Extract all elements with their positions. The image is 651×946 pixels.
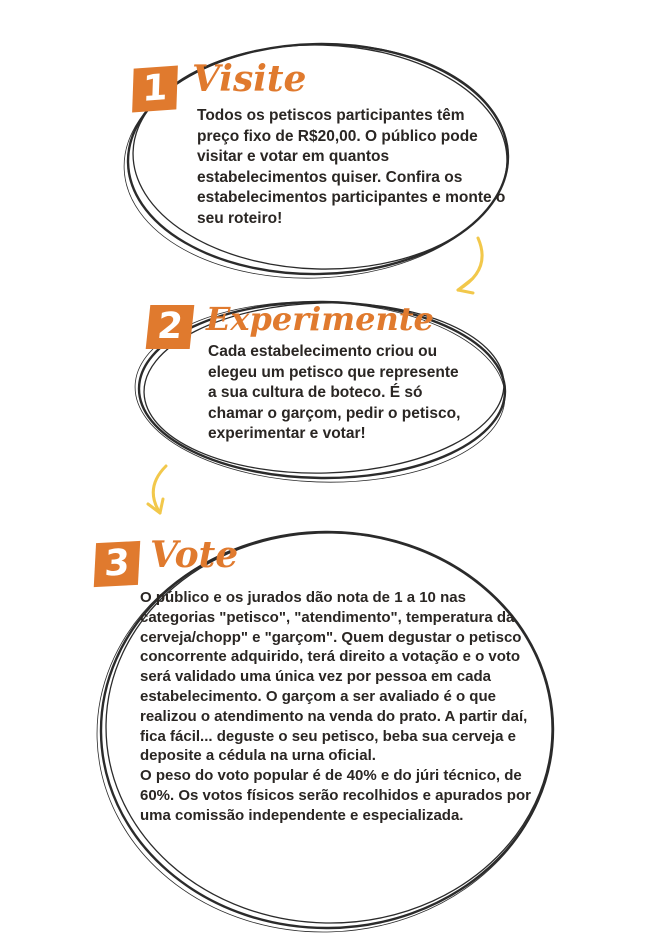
curved-arrow-icon [458,238,482,293]
step-number-badge: 1 [132,66,178,113]
step-description-paragraph: O peso do voto popular é de 40% e do júri técnico, de 60%. Os votos físicos serão recolhidos e apurados por uma comissão independente e especializada. [140,767,531,824]
step-description: Todos os petiscos participantes têm preço fixo de R$20,00. O público pode visitar e votar em quantos estabelecimentos quiser. Confira os estabelecimentos participantes e monte o seu roteiro! [197,107,506,227]
curved-arrow-icon [148,466,166,513]
step-title: Vote [150,534,239,576]
step-number-badge: 2 [146,305,195,349]
step-description-paragraph: O público e os jurados dão nota de 1 a 10 nas categorias "petisco", "atendimento", temperatura da cerveja/chopp" e "garçom". Quem degustar o petisco concorrente adquirido, terá direito a votação e o voto será validado uma única vez por pessoa em cada estabelecimento. O garçom a ser avaliado é o que realizou o atendimento na venda do prato. A partir daí, fica fácil... deguste o seu petisco, beba sua cerveja e deposite a cédula na urna oficial. [140,589,528,765]
step-description: Cada estabelecimento criou ou elegeu um petisco que represente a sua cultura de boteco. É só chamar o garçom, pedir o petisco, experimentar e votar! [208,343,461,442]
step-number-badge: 3 [94,541,140,587]
step-title: Experimente [206,300,434,338]
step-description [140,588,532,826]
step-title: Visite [192,58,307,100]
